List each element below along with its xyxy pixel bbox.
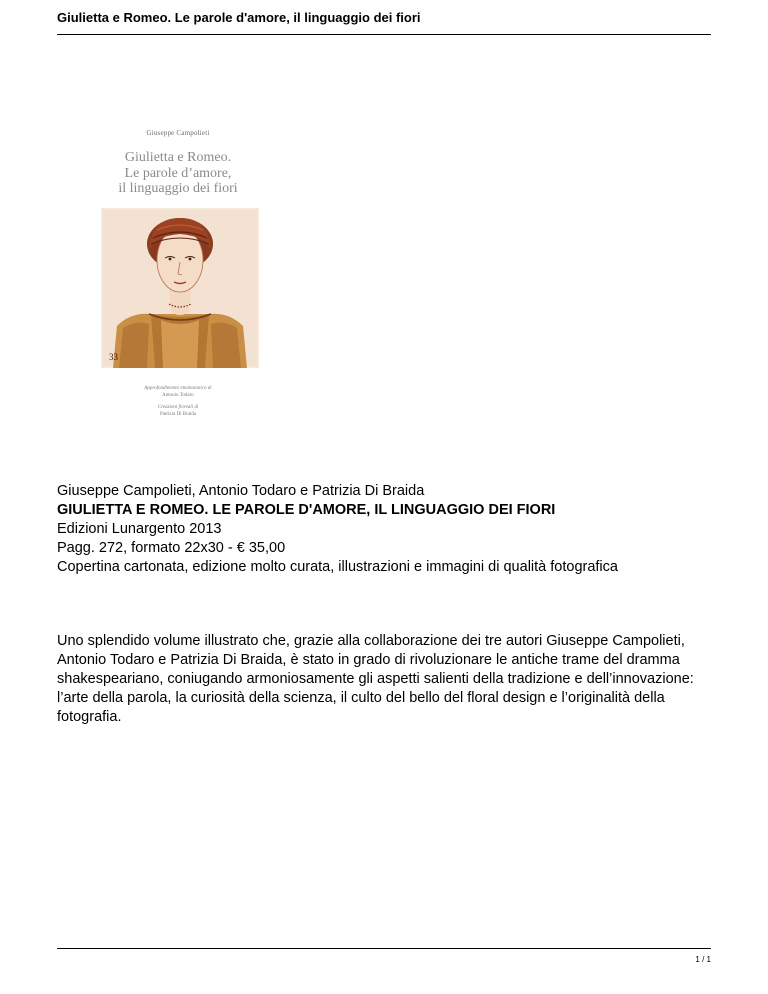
cover-title-line: il linguaggio dei fiori [118,181,238,196]
book-title: GIULIETTA E ROMEO. LE PAROLE D'AMORE, IL LINGUAGGIO DEI FIORI [57,502,556,518]
book-info [57,482,618,577]
book-cover-image [60,118,274,434]
book-details: Pagg. 272, formato 22x30 - € 35,00 [57,540,286,556]
book-binding: Copertina cartonata, edizione molto curata, illustrazioni e immagini di qualità fotografica [57,559,618,575]
book-publisher: Edizioni Lunargento 2013 [57,521,222,537]
cover-credit-line: Creazioni floreali di [157,405,199,410]
cover-author: Giuseppe Campolieti [146,129,210,137]
cover-title-line: Le parole d’amore, [124,166,232,181]
page-number: 1 / 1 [695,955,711,964]
book-authors: Giuseppe Campolieti, Antonio Todaro e Patrizia Di Braida [57,483,425,499]
page-header-title: Giulietta e Romeo. Le parole d'amore, il linguaggio dei fiori [57,10,421,25]
cover-credit-line: Patrizia Di Braida [159,412,197,417]
svg-text:33: 33 [109,352,118,362]
cover-credit-line: Approfondimento etnobotanico di [144,386,212,391]
juliet-portrait-illustration [101,208,259,368]
cover-credit-line: Antonio Todaro [162,393,194,398]
header-divider [57,34,711,35]
footer-divider [57,948,711,949]
cover-title-line: Giulietta e Romeo. [124,150,232,165]
book-description: Uno splendido volume illustrato che, grazie alla collaborazione dei tre autori Giuseppe Campolieti, Antonio Todaro e Patrizia Di Braida, è stato in grado di rivoluzionare le antiche trame del dramma shakespeariano, coniugando armoniosamente gli aspetti salienti della tradizione e dell’innovazione: l’arte della parola, la curiosità della scienza, il culto del bello del floral design e l’originalità della fotografia. [57,633,694,725]
